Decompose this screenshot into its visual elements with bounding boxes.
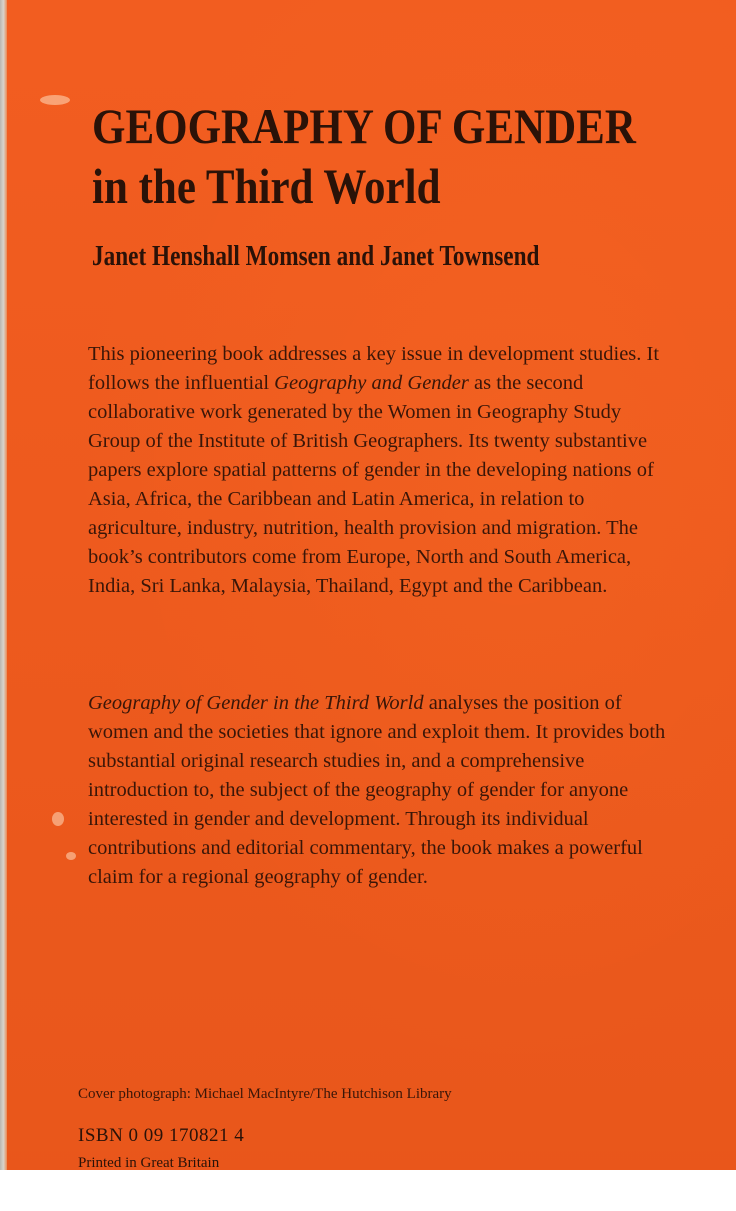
cited-book-title: Geography and Gender [274, 372, 469, 394]
isbn-number: ISBN 0 09 170821 4 [78, 1125, 245, 1146]
book-title [92, 96, 636, 216]
book-title-reference: Geography of Gender in the Third World [88, 692, 424, 714]
book-title-line-1: GEOGRAPHY OF GENDER [92, 98, 636, 154]
book-title-line-2: in the Third World [92, 158, 441, 214]
description-paragraph-1 [88, 340, 678, 601]
cover-edge-wear [0, 0, 7, 1170]
description-text: This pioneering book addresses a key issue in development studies. It follows the influential [88, 343, 660, 394]
cover-scuff-mark [66, 852, 76, 860]
book-authors: Janet Henshall Momsen and Janet Townsend [92, 241, 540, 272]
printed-location: Printed in Great Britain [78, 1155, 220, 1170]
cover-scuff-mark [40, 95, 70, 105]
description-text: analyses the position of women and the societies that ignore and exploit them. It provides both substantial original research studies in, and a comprehensive introduction to, the subject of the geography of gender for anyone interested in gender and development. Through its individual contributions and editorial commentary, the book makes a powerful claim for a regional geography of gender. [88, 692, 666, 888]
cover-scuff-mark [52, 812, 64, 826]
cover-photo-credit: Cover photograph: Michael MacIntyre/The Hutchison Library [78, 1086, 452, 1102]
description-text: as the second collaborative work generated by the Women in Geography Study Group of the Institute of British Geographers. Its twenty substantive papers explore spatial patterns of gender in the developing nations of Asia, Africa, the Caribbean and Latin America, in relation to agriculture, industry, nutrition, health provision and migration. The book’s contributors come from Europe, North and South America, India, Sri Lanka, Malaysia, Thailand, Egypt and the Caribbean. [88, 372, 654, 597]
description-paragraph-2 [88, 689, 678, 892]
